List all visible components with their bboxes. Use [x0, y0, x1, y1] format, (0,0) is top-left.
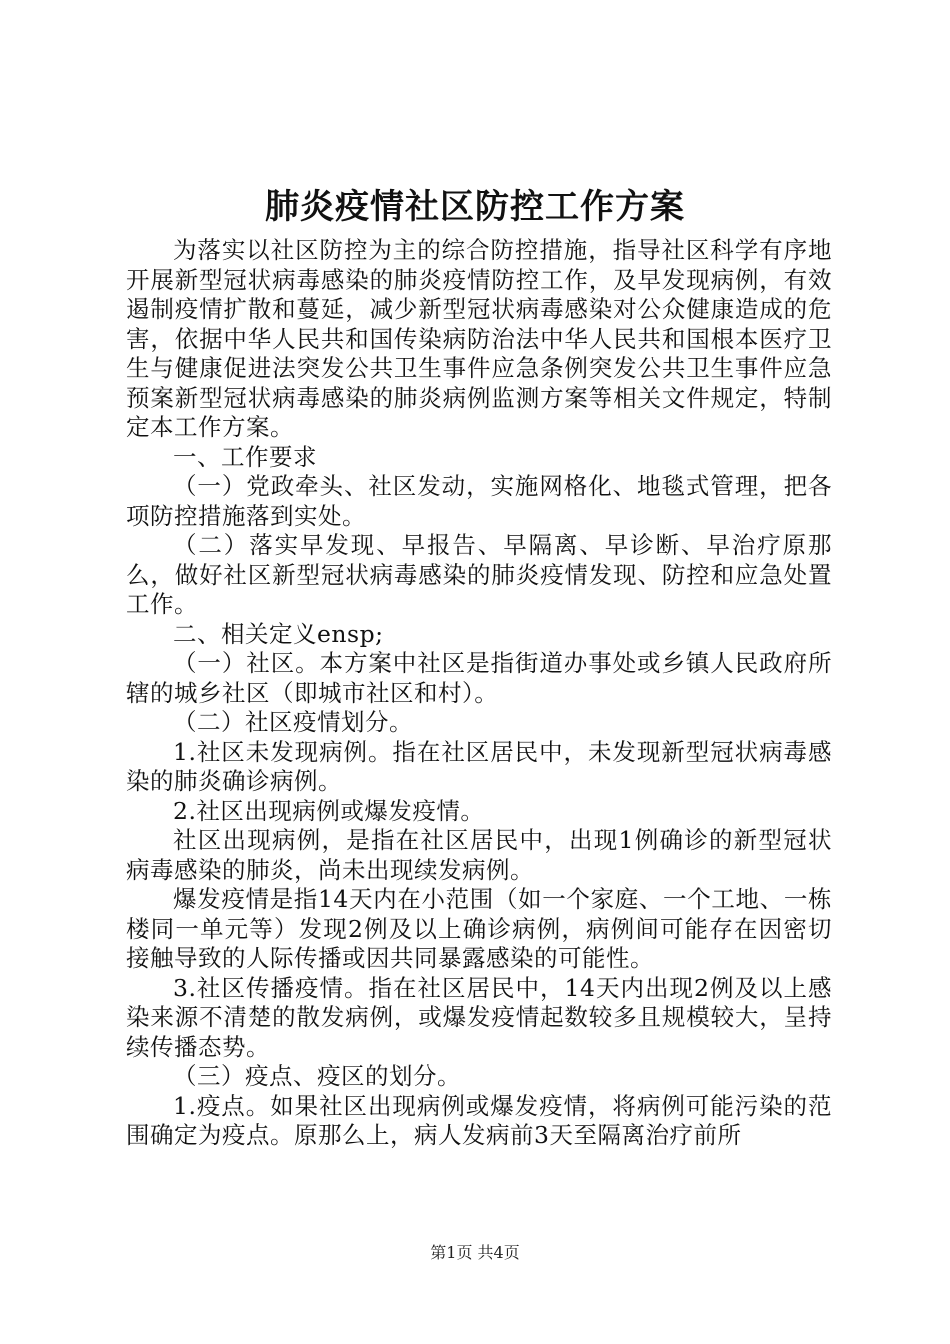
paragraph: （二）落实早发现、早报告、早隔离、早诊断、早治疗原那么，做好社区新型冠状病毒感染的肺炎疫情发现、防控和应急处置工作。 [126, 531, 832, 618]
paragraph: 1.社区未发现病例。指在社区居民中，未发现新型冠状病毒感染的肺炎确诊病例。 [126, 737, 832, 795]
paragraph: 爆发疫情是指14天内在小范围（如一个家庭、一个工地、一栋楼同一单元等）发现2例及以上确诊病例，病例间可能存在因密切接触导致的人际传播或因共同暴露感染的可能性。 [126, 885, 832, 972]
paragraph: 社区出现病例，是指在社区居民中，出现1例确诊的新型冠状病毒感染的肺炎，尚未出现续发病例。 [126, 826, 832, 884]
page-title: 肺炎疫情社区防控工作方案 [265, 187, 685, 227]
paragraph: 为落实以社区防控为主的综合防控措施，指导社区科学有序地开展新型冠状病毒感染的肺炎疫情防控工作，及早发现病例，有效遏制疫情扩散和蔓延，减少新型冠状病毒感染对公众健康造成的危害，依据中华人民共和国传染病防治法中华人民共和国根本医疗卫生与健康促进法突发公共卫生事件应急条例突发公共卫生事件应急预案新型冠状病毒感染的肺炎病例监测方案等相关文件规定，特制定本工作方案。 [126, 236, 832, 441]
paragraph: （一）党政牵头、社区发动，实施网格化、地毯式管理，把各项防控措施落到实处。 [126, 472, 832, 530]
paragraph: 2.社区出现病例或爆发疫情。 [173, 796, 485, 825]
subsection-heading: （三）疫点、疫区的划分。 [173, 1062, 461, 1090]
paragraph: 3.社区传播疫情。指在社区居民中，14天内出现2例及以上感染来源不清楚的散发病例，或爆发疫情起数较多且规模较大，呈持续传播态势。 [126, 973, 832, 1061]
subsection-heading: （二）社区疫情划分。 [173, 708, 413, 736]
section-heading: 二、相关定义ensp; [173, 619, 384, 648]
section-heading: 一、工作要求 [173, 442, 317, 471]
document-body [126, 236, 832, 1151]
paragraph: （一）社区。本方案中社区是指街道办事处或乡镇人民政府所辖的城乡社区（即城市社区和村）。 [126, 649, 832, 707]
paragraph: 1.疫点。如果社区出现病例或爆发疫情，将病例可能污染的范围确定为疫点。原那么上，病人发病前3天至隔离治疗前所 [126, 1091, 832, 1149]
page-footer: 第1页 共4页 [430, 1243, 520, 1262]
